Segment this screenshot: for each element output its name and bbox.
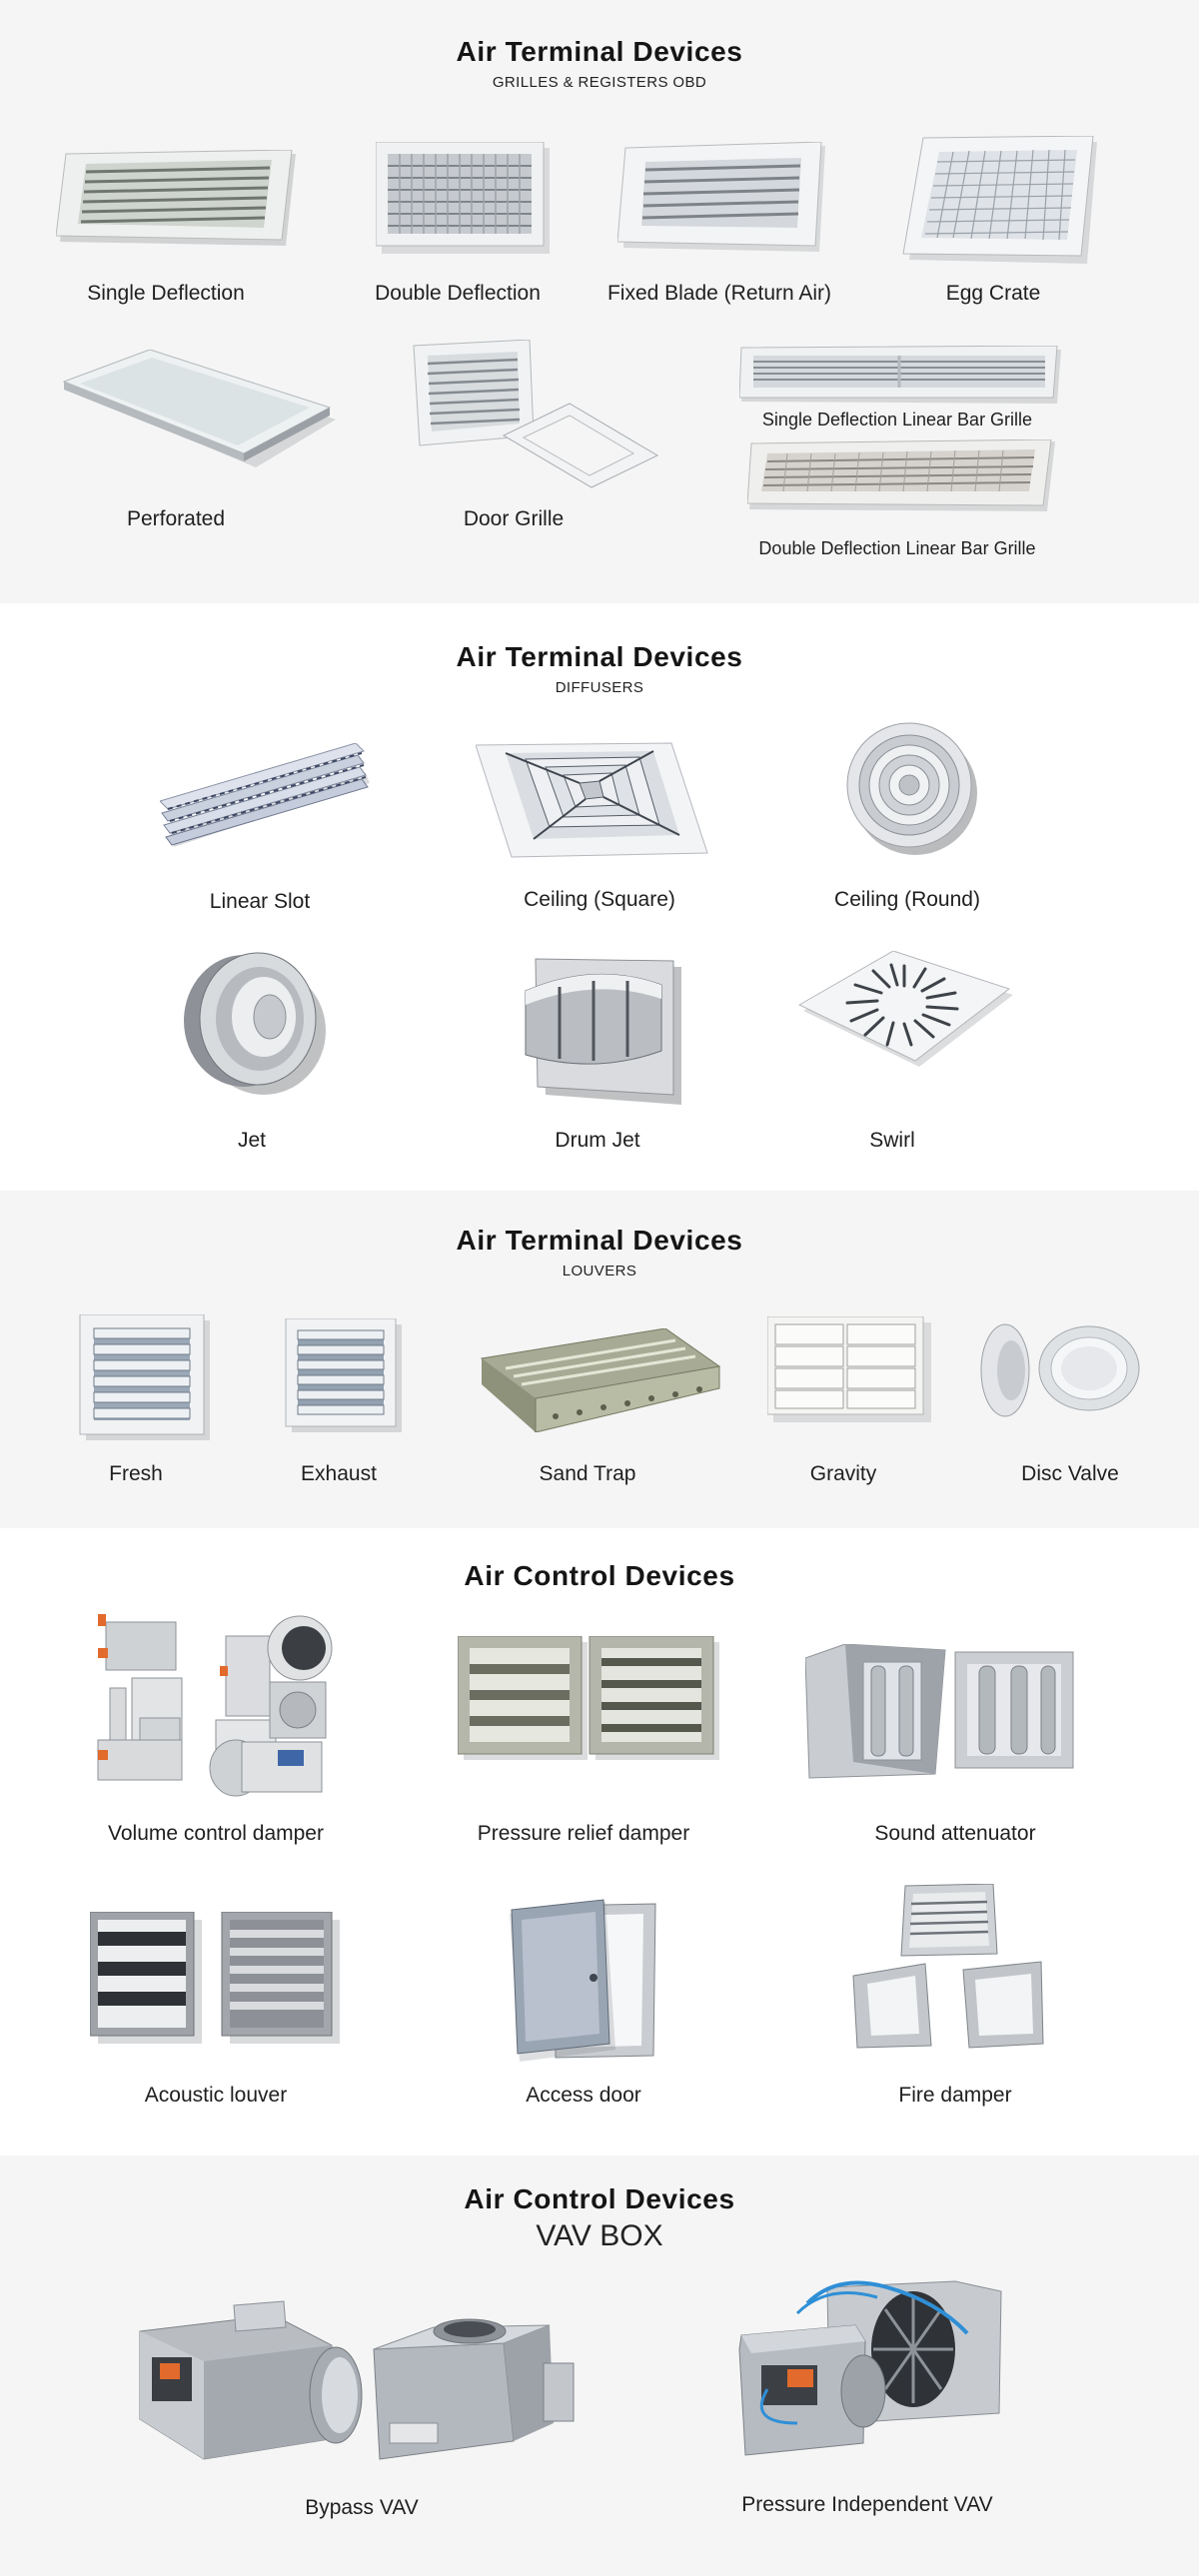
diffuser-label: Linear Slot	[209, 890, 311, 913]
louver-label: Fresh	[109, 1462, 163, 1485]
sand-trap-louver-icon	[476, 1328, 723, 1432]
louver-label: Exhaust	[301, 1462, 377, 1485]
bypass-vav-box-icon	[134, 2291, 586, 2461]
control-device-label: Access door	[526, 2084, 641, 2107]
square-ceiling-diffuser-icon	[476, 739, 709, 859]
acoustic-louver-icon	[90, 1912, 340, 2044]
perforated-grille-icon	[60, 350, 340, 475]
grille-label: Door Grille	[463, 507, 565, 530]
control-device-label: Volume control damper	[108, 1822, 324, 1845]
vav-box-section	[0, 2155, 1199, 2576]
section-title: Air Terminal Devices	[456, 1225, 743, 1256]
gravity-louver-icon	[767, 1316, 931, 1422]
grille-label: Fixed Blade (Return Air)	[606, 282, 832, 305]
sound-attenuator-icon	[805, 1644, 1077, 1780]
diffusers-section	[0, 603, 1199, 1191]
diffuser-label: Jet	[237, 1129, 267, 1152]
louver-label: Disc Valve	[1021, 1462, 1119, 1485]
diffuser-label: Ceiling (Round)	[834, 888, 980, 911]
vav-label: Pressure Independent VAV	[741, 2493, 993, 2516]
pressure-relief-damper-icon	[458, 1636, 719, 1760]
grille-label: Egg Crate	[945, 282, 1041, 305]
exhaust-louver-icon	[284, 1318, 402, 1432]
grille-label: Single Deflection Linear Bar Grille	[761, 410, 1033, 429]
door-grille-icon	[406, 340, 661, 489]
control-device-label: Pressure relief damper	[477, 1822, 690, 1845]
fire-damper-icon	[851, 1884, 1047, 2050]
volume-control-damper-icon	[92, 1608, 342, 1798]
disc-valve-icon	[979, 1318, 1143, 1418]
section-subtitle: DIFFUSERS	[555, 679, 644, 696]
vav-label: Bypass VAV	[305, 2496, 419, 2519]
section-subtitle: LOUVERS	[562, 1263, 637, 1280]
grille-label: Double Deflection	[375, 282, 541, 305]
double-linear-bar-grille-icon	[747, 439, 1057, 513]
section-title: Air Terminal Devices	[456, 36, 743, 67]
jet-diffuser-icon	[174, 947, 334, 1097]
louver-label: Gravity	[809, 1462, 877, 1485]
section-title: Air Terminal Devices	[456, 641, 743, 672]
double-deflection-grille-icon	[376, 142, 551, 254]
section-title: Air Control Devices	[464, 1560, 735, 1591]
round-ceiling-diffuser-icon	[845, 721, 981, 857]
section-subtitle: GRILLES & REGISTERS OBD	[492, 74, 707, 91]
diffuser-label: Drum Jet	[555, 1129, 640, 1152]
diffuser-label: Swirl	[869, 1129, 915, 1152]
drum-jet-diffuser-icon	[516, 955, 685, 1105]
grille-label: Single Deflection	[87, 282, 245, 305]
louvers-section	[0, 1191, 1199, 1528]
access-door-icon	[510, 1898, 659, 2064]
control-device-label: Fire damper	[898, 2084, 1012, 2107]
grilles-section	[0, 0, 1199, 603]
egg-crate-grille-icon	[901, 136, 1101, 266]
control-devices-section	[0, 1528, 1199, 2155]
single-linear-bar-grille-icon	[739, 346, 1063, 406]
single-deflection-grille-icon	[56, 150, 301, 250]
fixed-blade-grille-icon	[617, 142, 827, 254]
section-title: Air Control Devices	[464, 2183, 735, 2214]
fresh-air-louver-icon	[78, 1314, 210, 1440]
section-subtitle: VAV BOX	[536, 2219, 663, 2252]
control-device-label: Sound attenuator	[874, 1822, 1036, 1845]
louver-label: Sand Trap	[539, 1462, 636, 1485]
swirl-diffuser-icon	[797, 951, 1017, 1071]
pressure-independent-vav-box-icon	[737, 2273, 1005, 2459]
grille-label: Perforated	[126, 507, 226, 530]
linear-slot-diffuser-icon	[160, 743, 372, 853]
grille-label: Double Deflection Linear Bar Grille	[758, 538, 1036, 558]
control-device-label: Acoustic louver	[144, 2084, 288, 2107]
diffuser-label: Ceiling (Square)	[524, 888, 675, 911]
